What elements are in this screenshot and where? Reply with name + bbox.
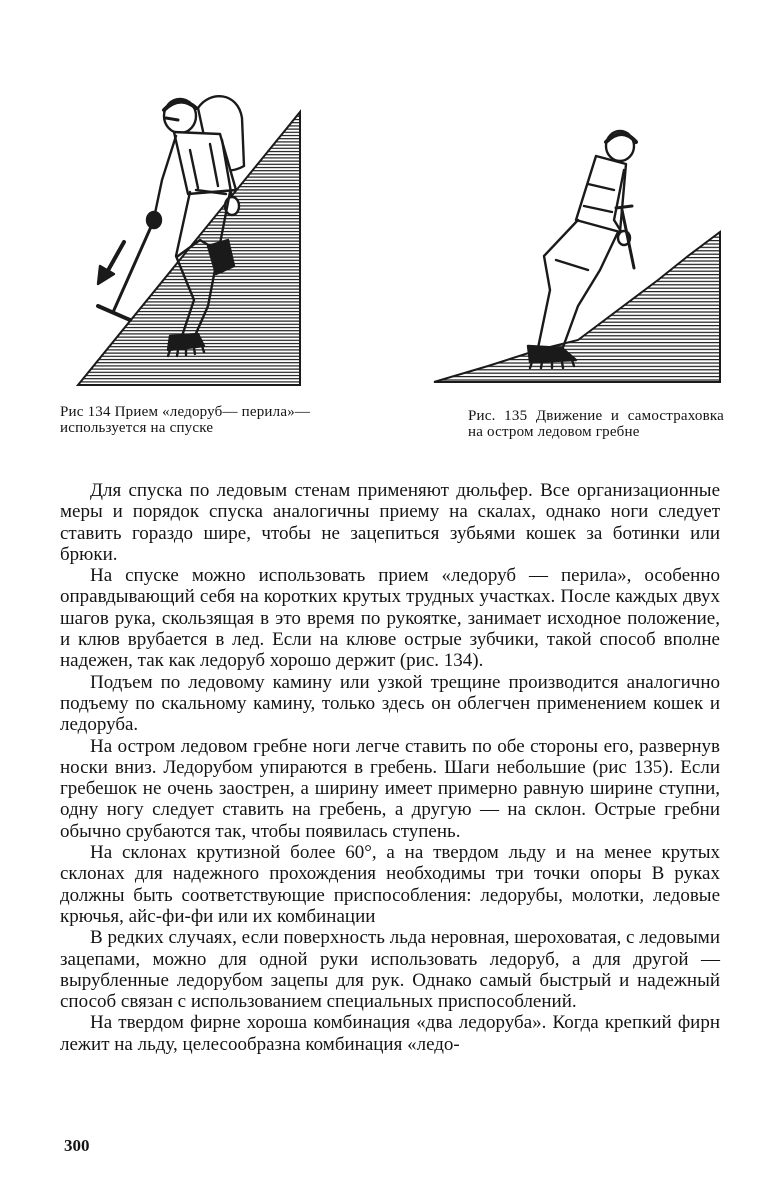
figure-135-caption: Рис. 135 Движение и самостраховка на остром ледовом гребне [468,408,724,440]
climber-descending-ice-axe-railing-drawing [70,70,310,390]
paragraph-1: Для спуска по ледовым стенам применяют дюльфер. Все организационные меры и порядок спуска аналогичны приему на скалах, однако ноги следует ставить гораздо шире, чтобы не зацепиться зубьями кошек за ботинки или брюки. [60,480,720,565]
climber-on-ice-ridge-drawing [428,120,724,390]
paragraph-3: Подъем по ледовому камину или узкой трещине производится аналогично подъему по скальному камину, только здесь он облегчен применением кошек и ледоруба. [60,671,720,736]
figure-135-illustration [428,120,724,390]
body-text [60,480,720,1055]
paragraph-6: В редких случаях, если поверхность льда неровная, шероховатая, с ледовыми зацепами, можно для одной руки использовать ледоруб, а для другой — вырубленные ледорубом зацепы для рук. Однако самый быстрый и надежный способ связан с использованием специальных приспособлений. [60,927,720,1013]
figure-134-illustration [70,70,310,390]
figure-134-caption: Рис 134 Прием «ледоруб— перила»— используется на спуске [60,404,311,436]
paragraph-5: На склонах крутизной более 60°, а на твердом льду и на менее крутых склонах для надежного прохождения необходимы три точки опоры В руках должны быть соответствующие приспособления: ледорубы, молотки, ледовые крючья, айс-фи-фи или их комбинации [60,842,720,927]
paragraph-4: На остром ледовом гребне ноги легче ставить по обе стороны его, развернув носки вниз. Ледорубом упираются в гребень. Шаги небольшие (рис 135). Если гребешок не очень заострен, а ширину имеет примерно равную ширине ступни, одну ногу следует ставить на гребень, а другую — на склон. Острые гребни обычно срубаются так, чтобы появилась ступень. [60,735,720,842]
paragraph-2: На спуске можно использовать прием «ледоруб — перила», особенно оправдывающий себя на коротких крутых трудных участках. После каждых двух шагов рука, скользящая в это время по рукоятке, занимает исходное положение, и клюв врубается в лед. Если на клюве острые зубчики, такой способ вполне надежен, так как ледоруб хорошо держит (рис. 134). [60,565,720,672]
page-number: 300 [64,1136,90,1155]
paragraph-7: На твердом фирне хороша комбинация «два ледоруба». Когда крепкий фирн лежит на льду, целесообразна комбинация «ледо- [60,1012,720,1055]
